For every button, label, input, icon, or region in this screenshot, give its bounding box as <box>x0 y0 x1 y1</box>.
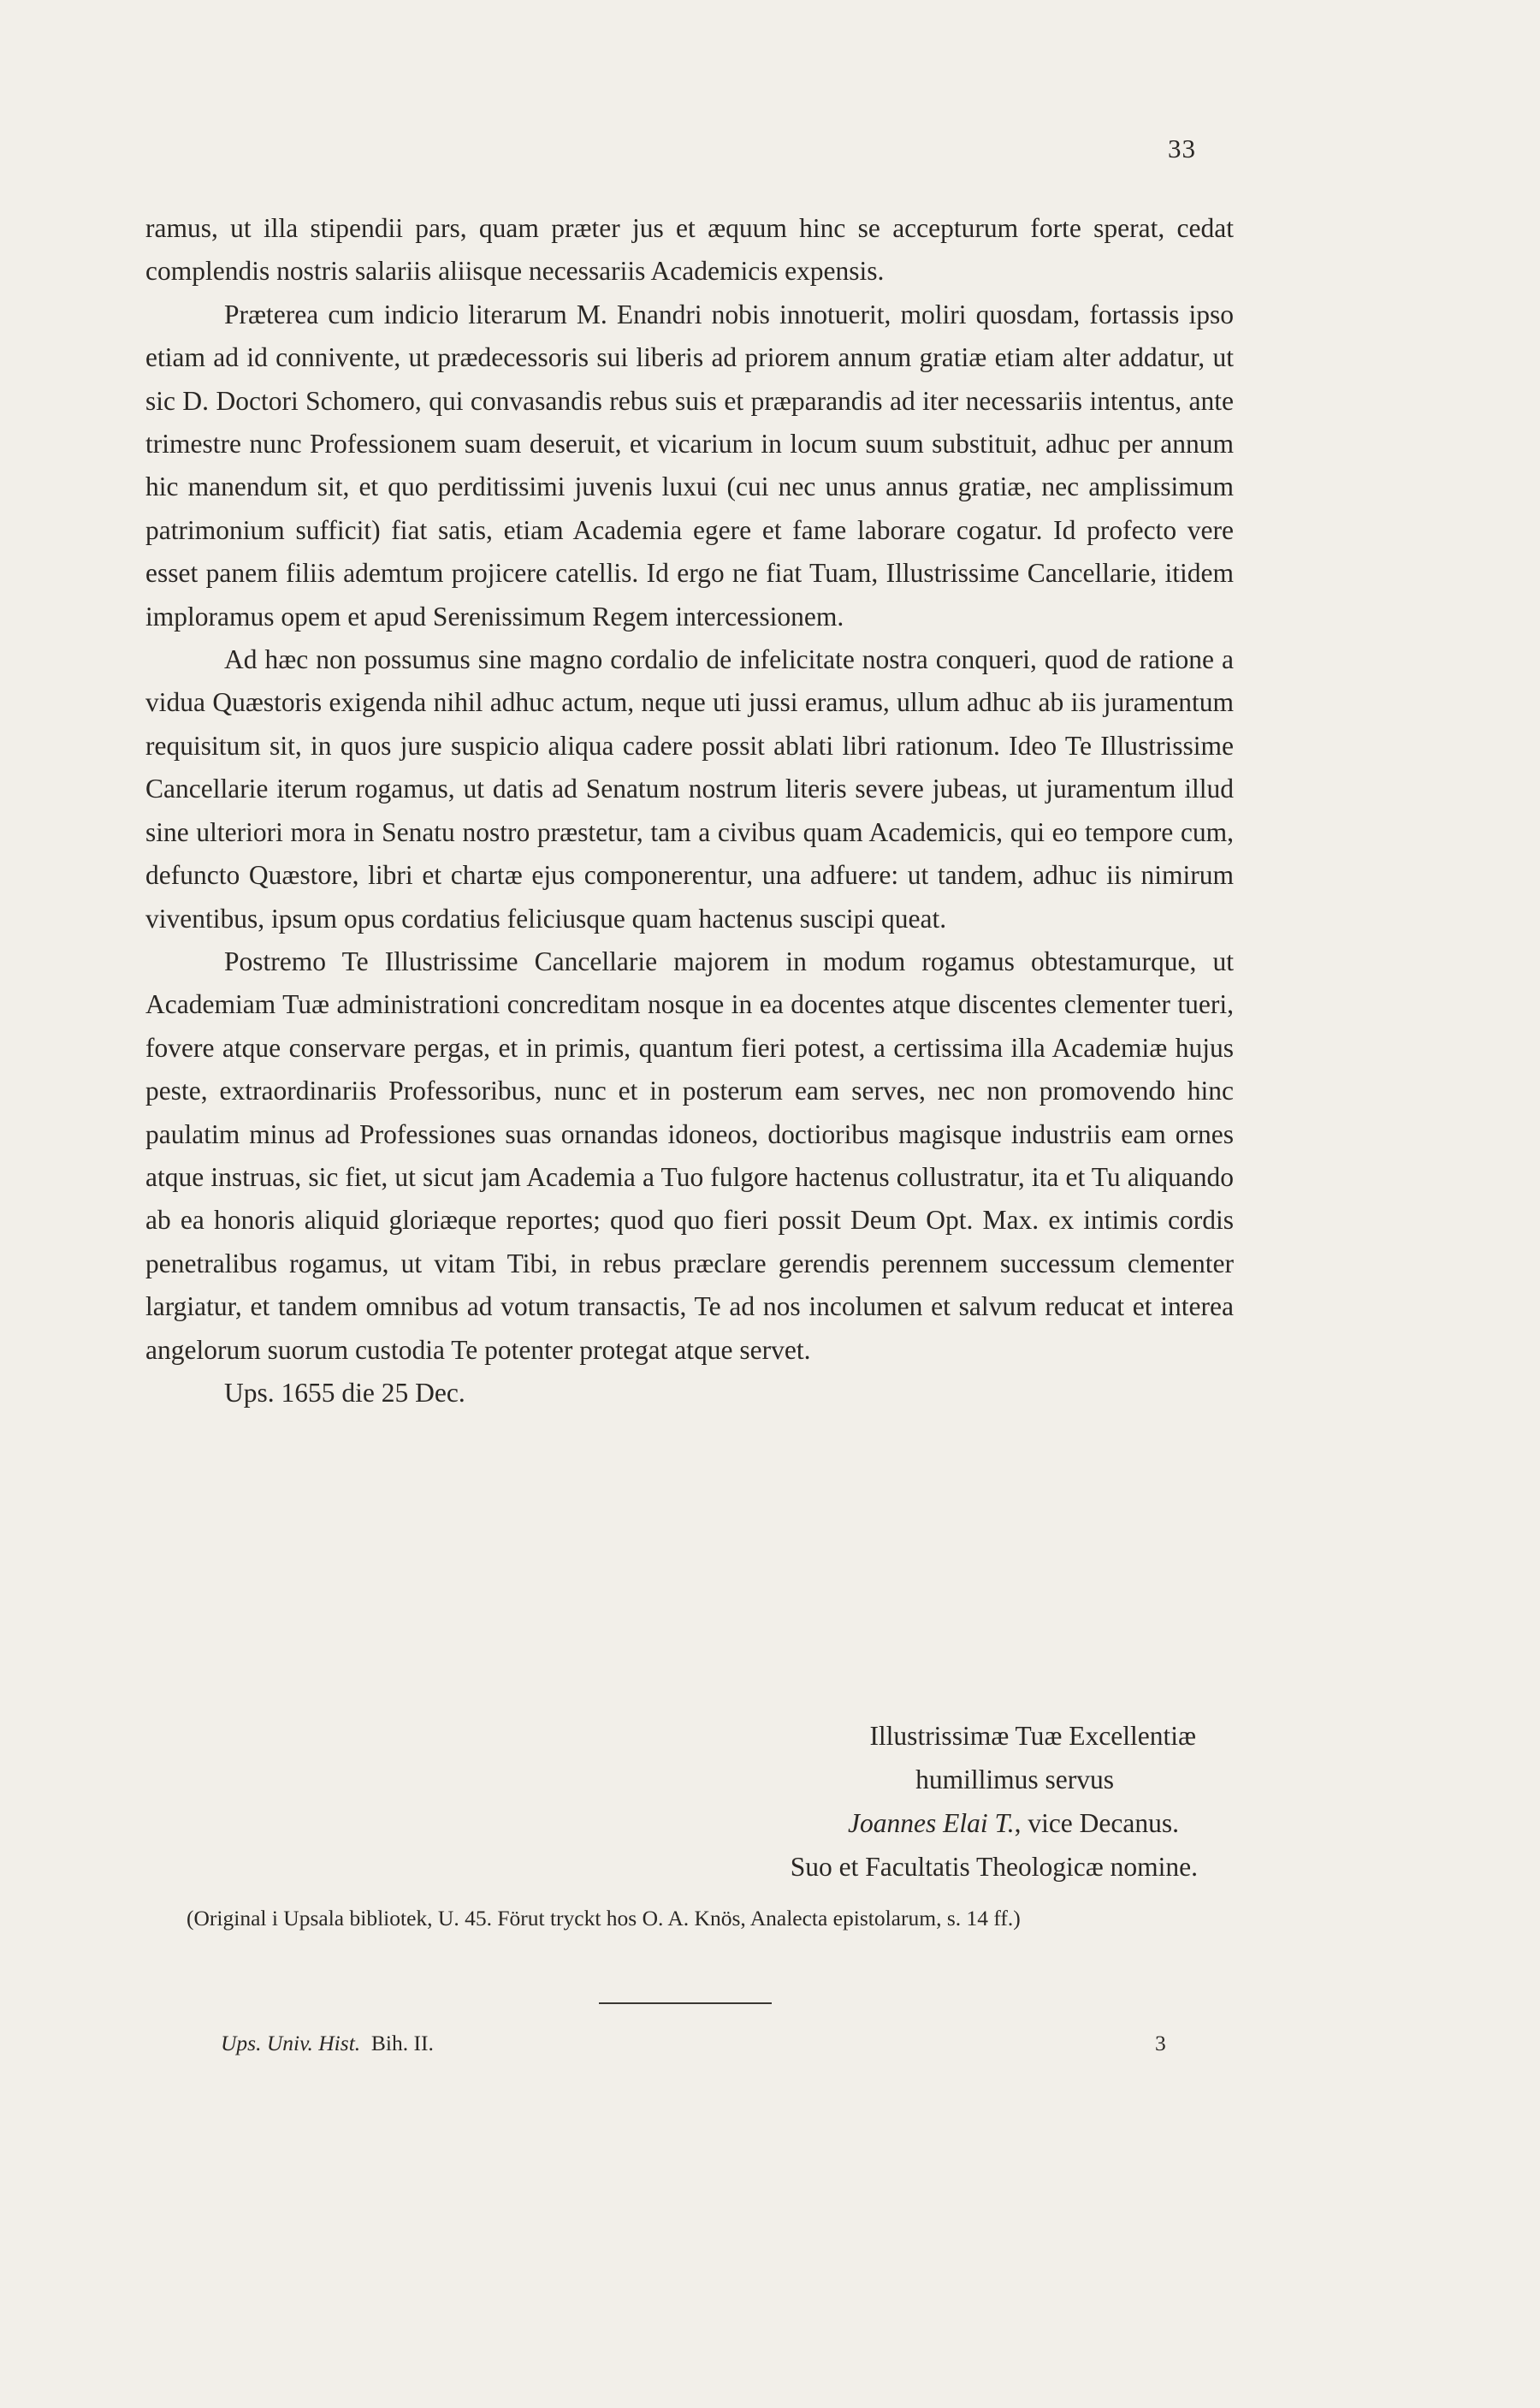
footer-volume: Bih. II. <box>370 2031 434 2055</box>
paragraph: Præterea cum indicio literarum M. Enandri nobis innotuerit, moliri quosdam, fortassis ipso etiam ad id connivente, ut prædecessoris sui liberis ad priorem annum gratiæ etiam alter addatur, ut sic D. Doctori Schomero, qui convasandis rebus suis et præparandis ad iter necessariis intentus, ante trimestre nunc Professionem suam deseruit, et vicarium in locum suum substituit, adhuc per annum hic manendum sit, et quo perditissimi juvenis luxui (cui nec unus annus gratiæ, nec amplissimum patrimonium sufficit) fiat satis, etiam Academia egere et fame laborare cogatur. Id profecto vere esset panem filiis ademtum projicere catellis. Id ergo ne fiat Tuam, Illustrissime Cancellarie, itidem imploramus opem et apud Serenissimum Regem intercessionem. <box>145 299 1234 632</box>
footer-sheet-number: 3 <box>1155 2031 1166 2055</box>
signature-salutation: Illustrissimæ Tuæ Excellentiæ <box>869 1721 1196 1751</box>
footer-signature <box>221 2031 434 2056</box>
source-note-text: (Original i Upsala bibliotek, U. 45. Förut tryckt hos O. A. Knös, Analecta epistolarum, s. 14 ff.) <box>187 1906 1021 1931</box>
signature-behalf: Suo et Facultatis Theologicæ nomine. <box>790 1852 1198 1882</box>
signature-name-line <box>650 1801 1198 1845</box>
signature-servant: humillimus servus <box>915 1764 1114 1794</box>
dateline: Ups. 1655 die 25 Dec. <box>224 1377 465 1408</box>
footer-series-title: Ups. Univ. Hist. <box>221 2031 361 2055</box>
body-text <box>145 207 1234 1415</box>
signature-name: Joannes Elai T. <box>848 1808 1015 1838</box>
footer-rule <box>599 2002 772 2004</box>
signature-title: , vice Decanus. <box>1014 1808 1179 1838</box>
page-number: 33 <box>1168 133 1196 163</box>
paragraph: Postremo Te Illustrissime Cancellarie majorem in modum rogamus obtestamurque, ut Academiam Tuæ administrationi concreditam nosque in ea docentes atque discentes clementer tueri, fovere atque conservare pergas, et in primis, quantum fieri potest, a certissima illa Academiæ hujus peste, extraordinariis Professoribus, nunc et in posterum eam serves, nec non promovendo hinc paulatim minus ad Professiones suas ornandas idoneos, doctioribus magisque industriis eam ornes atque instruas, sic fiet, ut sicut jam Academia a Tuo fulgore hactenus collustratur, ita et Tu aliquando ab ea honoris aliquid gloriæque reportes; quod quo fieri possit Deum Opt. Max. ex intimis cordis penetralibus rogamus, ut vitam Tibi, in rebus præclare gerendis perennem successum clementer largiatur, et tandem omnibus ad votum transactis, Te ad nos incolumen et salvum reducat et interea angelorum suorum custodia Te potenter protegat atque servet. <box>145 946 1234 1365</box>
paragraph: ramus, ut illa stipendii pars, quam præter jus et æquum hinc se accepturum forte sperat, cedat complendis nostris salariis aliisque necessariis Academicis expensis. <box>145 213 1234 287</box>
signature-block <box>650 1714 1198 1889</box>
paragraph: Ad hæc non possumus sine magno cordalio de infelicitate nostra conqueri, quod de ratione a vidua Quæstoris exigenda nihil adhuc actum, neque uti jussi eramus, ullum adhuc ab iis juramentum requisitum sit, in quos jure suspicio aliqua cadere possit ablati libri rationum. Ideo Te Illustrissime Cancellarie iterum rogamus, ut datis ad Senatum nostrum literis severe jubeas, ut juramentum illud sine ulteriori mora in Senatu nostro præstetur, tam a civibus quam Academicis, qui eo tempore cum, defuncto Quæstore, libri et chartæ ejus componerentur, una adfuere: ut tandem, adhuc iis nimirum viventibus, ipsum opus cordatius feliciusque quam hactenus suscipi queat. <box>145 644 1234 934</box>
source-note <box>187 1903 1234 1933</box>
